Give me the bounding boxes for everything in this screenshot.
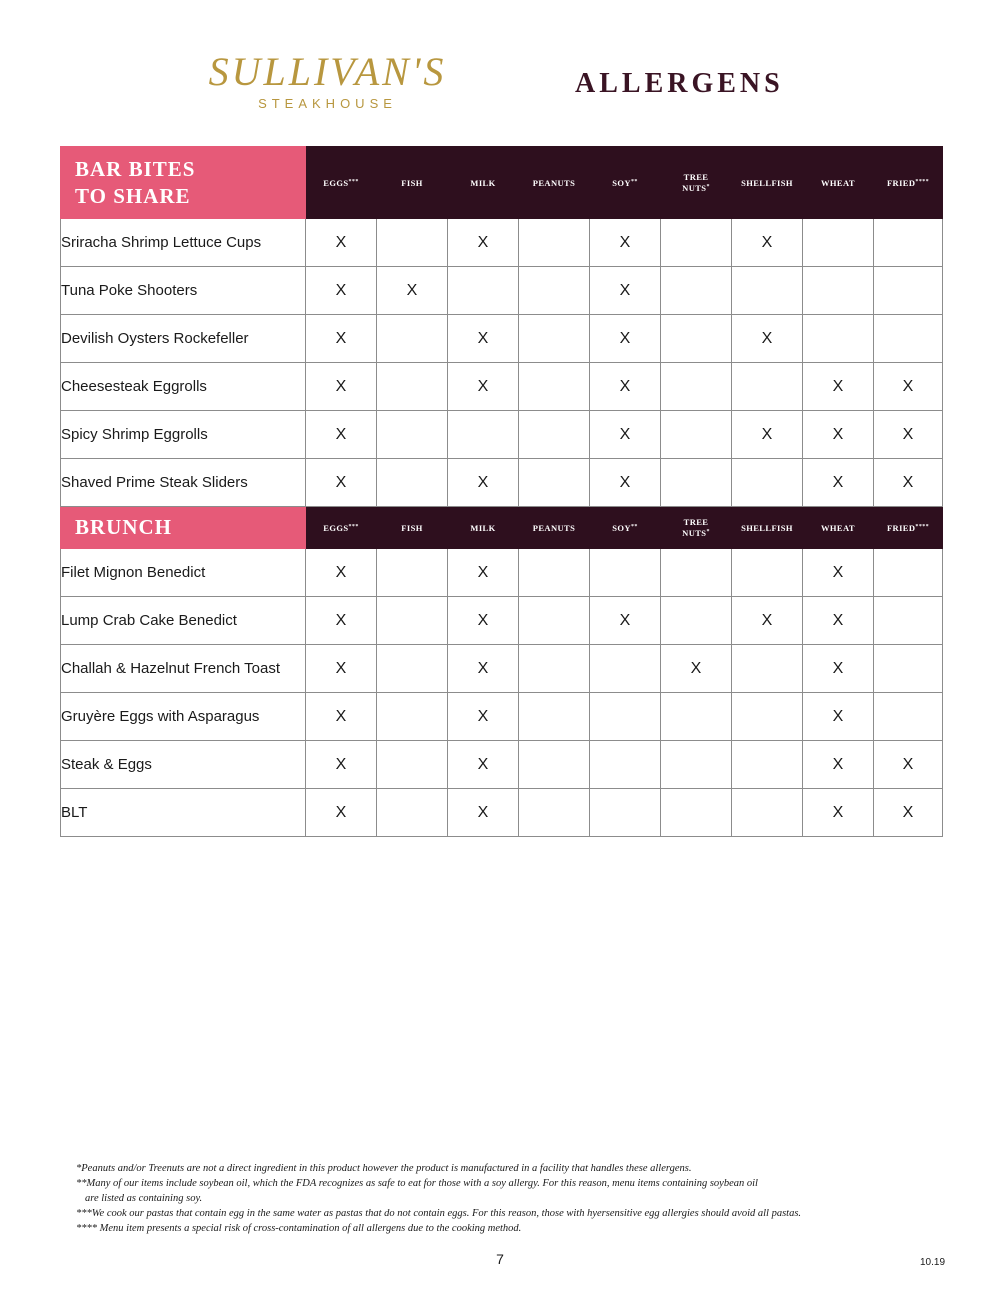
column-footnote-mark: ** xyxy=(630,179,638,185)
allergen-cell xyxy=(590,693,661,741)
column-footnote-mark: * xyxy=(706,184,710,190)
column-header xyxy=(803,507,874,549)
allergen-cell xyxy=(377,219,448,267)
allergen-cell xyxy=(661,597,732,645)
allergen-cell: X xyxy=(874,789,943,837)
allergen-cell xyxy=(874,693,943,741)
allergen-cell: X xyxy=(590,267,661,315)
table-row xyxy=(61,789,943,837)
allergen-cell: X xyxy=(874,411,943,459)
allergen-cell xyxy=(732,267,803,315)
allergen-cell xyxy=(874,645,943,693)
section-title-line: TO SHARE xyxy=(75,183,191,208)
allergen-cell xyxy=(377,693,448,741)
allergen-cell xyxy=(661,219,732,267)
column-header xyxy=(732,147,803,219)
section-header xyxy=(61,147,943,219)
column-footnote-mark: ** xyxy=(630,524,638,530)
allergen-cell: X xyxy=(448,789,519,837)
column-label: EGGS xyxy=(323,523,349,533)
table-row xyxy=(61,459,943,507)
allergen-cell xyxy=(874,597,943,645)
allergen-cell xyxy=(874,267,943,315)
menu-item-name: Shaved Prime Steak Sliders xyxy=(61,459,306,507)
allergen-cell: X xyxy=(874,363,943,411)
allergen-cell xyxy=(590,741,661,789)
menu-item-name: Tuna Poke Shooters xyxy=(61,267,306,315)
allergen-cell xyxy=(590,549,661,597)
column-header xyxy=(661,147,732,219)
column-header xyxy=(306,147,377,219)
allergen-cell: X xyxy=(803,597,874,645)
table-row xyxy=(61,741,943,789)
table-row xyxy=(61,597,943,645)
menu-item-name: Challah & Hazelnut French Toast xyxy=(61,645,306,693)
allergen-cell: X xyxy=(306,363,377,411)
allergen-cell xyxy=(377,459,448,507)
table-row xyxy=(61,219,943,267)
allergen-cell xyxy=(519,645,590,693)
allergen-cell xyxy=(590,789,661,837)
allergen-cell xyxy=(377,411,448,459)
allergen-cell xyxy=(448,267,519,315)
column-header xyxy=(377,147,448,219)
column-header xyxy=(732,507,803,549)
allergen-cell xyxy=(377,597,448,645)
brand-logo xyxy=(205,49,450,111)
allergen-cell xyxy=(661,315,732,363)
allergen-cell: X xyxy=(732,597,803,645)
allergen-cell: X xyxy=(590,597,661,645)
allergen-cell: X xyxy=(803,363,874,411)
column-label: TREE xyxy=(683,172,709,182)
allergen-cell xyxy=(732,693,803,741)
section-title-line: BAR BITES xyxy=(75,156,196,181)
allergen-cell: X xyxy=(803,411,874,459)
allergen-cell xyxy=(519,411,590,459)
allergen-cell xyxy=(519,741,590,789)
allergen-cell xyxy=(732,363,803,411)
allergen-cell: X xyxy=(448,459,519,507)
allergen-cell xyxy=(519,459,590,507)
menu-item-name: Filet Mignon Benedict xyxy=(61,549,306,597)
column-header xyxy=(590,507,661,549)
footnote-4: **** Menu item presents a special risk of cross-contamination of all allergens due to the cooking method. xyxy=(76,1223,522,1234)
column-footnote-mark: *** xyxy=(348,524,359,530)
allergen-cell xyxy=(803,315,874,363)
allergen-cell: X xyxy=(661,645,732,693)
column-header xyxy=(874,507,943,549)
allergen-cell: X xyxy=(448,693,519,741)
allergen-cell: X xyxy=(448,645,519,693)
allergen-cell xyxy=(590,645,661,693)
table-row xyxy=(61,363,943,411)
allergen-cell xyxy=(732,789,803,837)
menu-item-name: Sriracha Shrimp Lettuce Cups xyxy=(61,219,306,267)
footnotes xyxy=(76,1161,956,1236)
allergen-cell xyxy=(377,789,448,837)
section-title xyxy=(61,507,306,549)
allergen-cell xyxy=(661,789,732,837)
allergen-cell: X xyxy=(448,549,519,597)
allergen-cell: X xyxy=(306,219,377,267)
allergen-cell: X xyxy=(306,789,377,837)
menu-item-name: Gruyère Eggs with Asparagus xyxy=(61,693,306,741)
menu-item-name: Devilish Oysters Rockefeller xyxy=(61,315,306,363)
column-label: SOY xyxy=(612,178,631,188)
menu-item-name: Cheesesteak Eggrolls xyxy=(61,363,306,411)
column-header xyxy=(377,507,448,549)
section-title-line: BRUNCH xyxy=(75,515,173,539)
menu-item-name: Spicy Shrimp Eggrolls xyxy=(61,411,306,459)
allergen-cell: X xyxy=(803,741,874,789)
allergen-cell xyxy=(874,315,943,363)
allergen-cell xyxy=(377,645,448,693)
allergen-cell: X xyxy=(306,267,377,315)
allergen-cell xyxy=(661,741,732,789)
column-label: FRIED xyxy=(886,523,916,533)
column-label: EGGS xyxy=(323,178,349,188)
column-label: PEANUTS xyxy=(532,177,576,188)
column-footnote-mark: * xyxy=(706,529,710,535)
allergen-cell xyxy=(519,597,590,645)
column-label: PEANUTS xyxy=(532,522,576,533)
column-footnote-mark: *** xyxy=(348,179,359,185)
allergen-cell: X xyxy=(874,459,943,507)
column-label: TREE xyxy=(683,517,709,527)
allergen-cell xyxy=(377,315,448,363)
column-label: SHELLFISH xyxy=(741,522,793,533)
column-label: NUTS xyxy=(682,183,707,193)
allergen-cell: X xyxy=(590,363,661,411)
allergen-cell: X xyxy=(306,549,377,597)
allergen-cell: X xyxy=(306,315,377,363)
menu-item-name: Steak & Eggs xyxy=(61,741,306,789)
allergen-cell: X xyxy=(377,267,448,315)
allergen-cell: X xyxy=(803,693,874,741)
allergen-cell: X xyxy=(448,219,519,267)
allergen-cell xyxy=(803,267,874,315)
allergen-cell xyxy=(519,363,590,411)
column-header xyxy=(519,147,590,219)
allergen-cell xyxy=(661,693,732,741)
brand-subtitle: STEAKHOUSE xyxy=(258,96,397,111)
allergen-cell xyxy=(732,645,803,693)
column-label: FISH xyxy=(401,177,423,188)
footnote-2-continued: are listed as containing soy. xyxy=(85,1193,203,1204)
allergen-cell xyxy=(519,693,590,741)
allergen-cell xyxy=(519,219,590,267)
allergen-cell: X xyxy=(803,549,874,597)
column-header xyxy=(306,507,377,549)
allergen-cell: X xyxy=(306,741,377,789)
brand-name: SULLIVAN'S xyxy=(208,49,447,94)
allergen-cell xyxy=(519,267,590,315)
allergen-cell xyxy=(519,789,590,837)
allergen-cell xyxy=(519,549,590,597)
allergen-cell xyxy=(519,315,590,363)
allergen-cell: X xyxy=(590,219,661,267)
allergen-cell xyxy=(874,549,943,597)
section-header xyxy=(61,507,943,549)
column-header xyxy=(448,507,519,549)
column-label: SHELLFISH xyxy=(741,177,793,188)
allergen-cell: X xyxy=(732,315,803,363)
allergen-cell: X xyxy=(306,411,377,459)
allergen-cell xyxy=(661,549,732,597)
column-header xyxy=(590,147,661,219)
column-label: NUTS xyxy=(682,528,707,538)
footnote-3: ***We cook our pastas that contain egg in the same water as pastas that do not contain eggs. For this reason, those with hyersensitive egg allergies should avoid all pastas. xyxy=(76,1208,802,1219)
table-row xyxy=(61,411,943,459)
allergen-cell: X xyxy=(590,315,661,363)
column-label: FRIED xyxy=(886,178,916,188)
column-header xyxy=(803,147,874,219)
footnote-2: **Many of our items include soybean oil, which the FDA recognizes as safe to eat for those with a soy allergy. For this reason, menu items containing soybean oil xyxy=(76,1178,758,1189)
table-row xyxy=(61,693,943,741)
allergen-cell: X xyxy=(803,789,874,837)
allergen-cell: X xyxy=(590,459,661,507)
allergen-cell: X xyxy=(448,315,519,363)
column-label: FISH xyxy=(401,522,423,533)
allergen-cell: X xyxy=(803,459,874,507)
allergen-cell: X xyxy=(448,741,519,789)
page-number: 7 xyxy=(496,1251,504,1267)
allergen-cell: X xyxy=(306,645,377,693)
allergen-cell xyxy=(661,411,732,459)
table-row xyxy=(61,315,943,363)
column-label: WHEAT xyxy=(821,177,855,188)
allergen-cell xyxy=(661,459,732,507)
table-row xyxy=(61,645,943,693)
allergen-table xyxy=(60,146,943,837)
allergen-cell xyxy=(732,549,803,597)
table-row xyxy=(61,267,943,315)
allergen-cell xyxy=(732,459,803,507)
column-label: WHEAT xyxy=(821,522,855,533)
allergen-cell xyxy=(377,741,448,789)
allergen-cell xyxy=(448,411,519,459)
table-row xyxy=(61,549,943,597)
allergen-cell xyxy=(732,741,803,789)
allergen-cell: X xyxy=(306,459,377,507)
column-label: SOY xyxy=(612,523,631,533)
menu-item-name: Lump Crab Cake Benedict xyxy=(61,597,306,645)
column-footnote-mark: **** xyxy=(915,179,930,185)
allergen-cell: X xyxy=(803,645,874,693)
column-header xyxy=(874,147,943,219)
allergen-cell: X xyxy=(306,693,377,741)
page-title: ALLERGENS xyxy=(575,68,784,99)
allergen-cell: X xyxy=(590,411,661,459)
allergen-cell xyxy=(661,363,732,411)
column-footnote-mark: **** xyxy=(915,524,930,530)
column-header xyxy=(448,147,519,219)
footnote-1: *Peanuts and/or Treenuts are not a direct ingredient in this product however the product is manufactured in a facility that handles these allergens. xyxy=(76,1163,692,1174)
allergen-cell: X xyxy=(732,219,803,267)
version-code: 10.19 xyxy=(920,1257,946,1268)
allergen-cell: X xyxy=(874,741,943,789)
allergen-cell: X xyxy=(306,597,377,645)
allergen-cell xyxy=(803,219,874,267)
column-header xyxy=(661,507,732,549)
allergen-cell: X xyxy=(448,363,519,411)
allergen-cell xyxy=(874,219,943,267)
column-header xyxy=(519,507,590,549)
allergen-cell: X xyxy=(732,411,803,459)
column-label: MILK xyxy=(470,522,496,533)
allergen-cell xyxy=(661,267,732,315)
allergen-cell: X xyxy=(448,597,519,645)
section-title xyxy=(61,147,306,219)
menu-item-name: BLT xyxy=(61,789,306,837)
allergen-cell xyxy=(377,549,448,597)
allergen-cell xyxy=(377,363,448,411)
column-label: MILK xyxy=(470,177,496,188)
